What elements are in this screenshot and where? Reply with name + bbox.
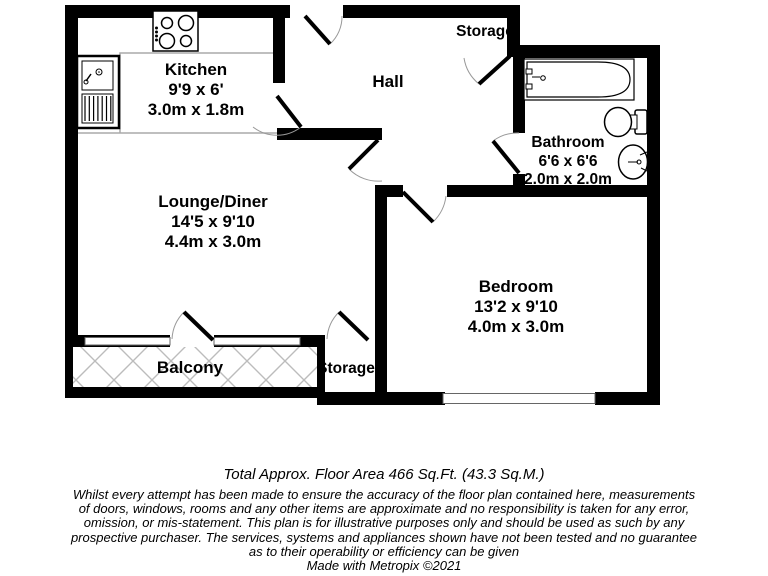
room-name: Hall <box>372 72 404 91</box>
wall <box>595 392 660 405</box>
wall <box>513 45 525 133</box>
door-leaf <box>349 140 378 169</box>
door-arc <box>493 133 519 141</box>
bath-icon <box>524 59 634 100</box>
room-name: Bathroom <box>531 134 605 151</box>
room-dims-metric: 2.0m x 2.0m <box>524 171 612 188</box>
door-leaf <box>403 192 433 222</box>
door-arc <box>433 196 446 222</box>
storage-bottom-door <box>327 312 368 340</box>
window <box>443 394 595 404</box>
sink-icon <box>77 56 119 128</box>
storage-top-door <box>464 56 510 84</box>
door-leaf <box>305 16 330 44</box>
door-arc <box>464 58 479 84</box>
window <box>214 338 300 346</box>
disclaimer-line: of doors, windows, rooms and any other items are approximate and no responsibility is taken for any error, <box>78 501 690 517</box>
room-label-hall <box>372 72 403 92</box>
door-arc <box>330 16 342 44</box>
disclaimer <box>0 488 768 573</box>
disclaimer-line: as to their operability or efficiency can be given <box>248 543 520 559</box>
window <box>85 338 170 346</box>
room-dims-metric: 4.4m x 3.0m <box>164 232 262 251</box>
wall <box>375 185 387 405</box>
door-opening <box>290 5 343 18</box>
door-leaf <box>339 312 368 340</box>
room-label-storage-bottom <box>317 360 375 379</box>
room-name: Balcony <box>156 358 224 377</box>
door-arc <box>327 312 339 339</box>
wall <box>375 392 445 405</box>
bedroom-door <box>403 192 446 222</box>
wall <box>513 45 660 58</box>
room-dims-imperial: 9'9 x 6' <box>168 80 224 99</box>
disclaimer-line: Whilst every attempt has been made to ensure the accuracy of the floor plan contained here, measurements <box>72 487 696 502</box>
room-label-lounge <box>158 192 268 252</box>
room-label-bathroom <box>524 134 612 190</box>
room-name: Lounge/Diner <box>158 192 268 211</box>
room-label-bedroom <box>468 277 564 337</box>
lounge-door <box>349 140 382 181</box>
door-arc <box>349 169 382 181</box>
wall <box>317 392 377 405</box>
wall <box>273 5 285 83</box>
wall <box>65 347 73 392</box>
door-arc <box>172 312 184 339</box>
room-dims-metric: 4.0m x 3.0m <box>467 317 565 336</box>
basin-icon <box>619 145 648 179</box>
floor-area-total: Total Approx. Floor Area 466 Sq.Ft. (43.3 Sq.M.) <box>223 466 545 483</box>
door-leaf <box>479 56 510 84</box>
metropix-credit: Made with Metropix ©2021 <box>306 558 462 574</box>
wall-openings <box>170 5 343 347</box>
bathroom-door <box>493 133 519 173</box>
room-name: Storage <box>456 23 514 40</box>
entrance-door <box>305 16 342 44</box>
room-dims-imperial: 14'5 x 9'10 <box>171 212 255 231</box>
room-name: Kitchen <box>164 60 228 79</box>
room-name: Storage <box>317 360 375 377</box>
disclaimer-line: omission, or mis-statement. This plan is for illustrative purposes only and should be used as such by any <box>83 515 685 531</box>
wall <box>647 45 660 405</box>
hob-icon <box>153 11 198 51</box>
toilet-icon <box>605 108 648 137</box>
room-dims-imperial: 13'2 x 9'10 <box>474 297 558 316</box>
wall <box>277 128 382 140</box>
door-leaf <box>493 141 519 173</box>
room-dims-metric: 3.0m x 1.8m <box>147 100 245 119</box>
room-name: Bedroom <box>478 277 554 296</box>
room-dims-imperial: 6'6 x 6'6 <box>538 152 598 170</box>
room-label-storage-top <box>456 23 514 42</box>
disclaimer-line: prospective purchaser. The services, systems and appliances shown have not been tested and no guarantee <box>70 529 698 545</box>
room-label-balcony <box>157 358 223 378</box>
wall <box>65 387 318 398</box>
room-label-kitchen <box>148 60 244 120</box>
door-leaf <box>277 96 301 127</box>
